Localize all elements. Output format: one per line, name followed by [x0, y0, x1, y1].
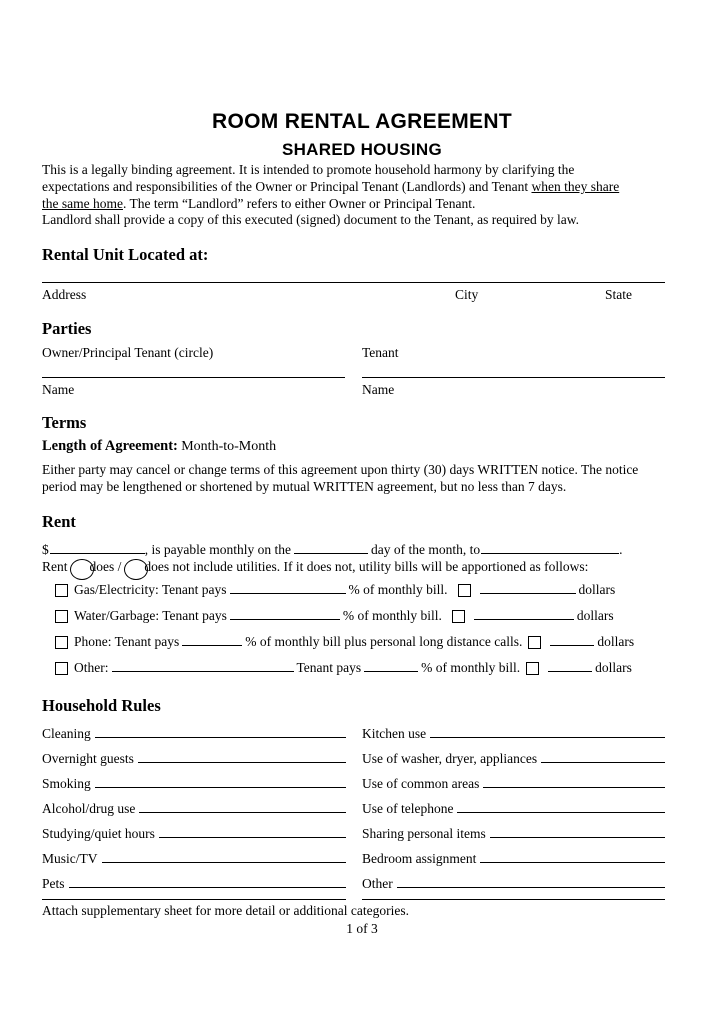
length-of-agreement-row	[42, 438, 276, 455]
rule-row-common-areas: Use of common areas	[362, 776, 665, 790]
gas-percent-blank[interactable]	[230, 591, 346, 594]
tenant-label: Tenant	[362, 345, 399, 360]
studying-quiet-hours-blank[interactable]	[159, 835, 346, 838]
rule-row-overnight-guests: Overnight guests	[42, 751, 346, 765]
other-rule-blank[interactable]	[397, 885, 665, 888]
phone-checkbox[interactable]	[55, 636, 68, 649]
rent-payee-blank[interactable]	[481, 551, 619, 554]
supplementary-note: Attach supplementary sheet for more detail or additional categories.	[42, 903, 409, 918]
other-percent-blank[interactable]	[364, 669, 418, 672]
common-areas-blank[interactable]	[483, 785, 665, 788]
address-blank-line[interactable]	[42, 282, 665, 283]
rule-row-smoking: Smoking	[42, 776, 346, 790]
intro-paragraph	[42, 162, 674, 229]
page-number: 1 of 3	[346, 921, 378, 936]
footer-right-blank-line[interactable]	[362, 899, 665, 900]
water-garbage-checkbox[interactable]	[55, 610, 68, 623]
page-title: ROOM RENTAL AGREEMENT	[212, 110, 512, 133]
water-dollars-checkbox[interactable]	[452, 610, 465, 623]
length-of-agreement-value: Month-to-Month	[181, 439, 277, 454]
gas-dollars-checkbox[interactable]	[458, 584, 471, 597]
owner-name-blank-line[interactable]	[42, 377, 345, 378]
gas-electricity-checkbox[interactable]	[55, 584, 68, 597]
underlined-phrase: when they share	[531, 178, 620, 194]
terms-body: Either party may cancel or change terms of this agreement upon thirty (30) days WRITTEN notice. The notice period may be lengthened or shortened by mutual WRITTEN agreement, but no less than 7 days.	[42, 462, 639, 494]
music-tv-blank[interactable]	[102, 860, 347, 863]
rule-row-other: Other	[362, 876, 665, 890]
intro-line-3: the same home. The term “Landlord” refers to either Owner or Principal Tenant.	[42, 195, 476, 211]
intro-line-4: Landlord shall provide a copy of this executed (signed) document to the Tenant, as required by law.	[42, 212, 580, 228]
household-rules-right-column	[362, 726, 665, 901]
city-label: City	[455, 287, 479, 302]
rent-payable-row: $ , is payable monthly on the day of the month, to .	[42, 542, 623, 557]
water-percent-blank[interactable]	[230, 617, 340, 620]
kitchen-use-blank[interactable]	[430, 735, 665, 738]
other-dollars-blank[interactable]	[548, 669, 592, 672]
sharing-personal-items-blank[interactable]	[490, 835, 665, 838]
other-utility-checkbox[interactable]	[55, 662, 68, 675]
phone-dollars-blank[interactable]	[550, 643, 594, 646]
overnight-guests-blank[interactable]	[138, 760, 346, 763]
underlined-phrase: the same home	[42, 195, 123, 211]
other-description-blank[interactable]	[112, 669, 294, 672]
rule-row-alcohol-drug-use: Alcohol/drug use	[42, 801, 346, 815]
dollar-sign: $	[42, 542, 49, 557]
other-dollars-checkbox[interactable]	[526, 662, 539, 675]
household-rules-heading: Household Rules	[42, 696, 161, 715]
rent-amount-blank[interactable]	[50, 551, 145, 554]
rule-row-cleaning: Cleaning	[42, 726, 346, 740]
rule-row-sharing-personal-items: Sharing personal items	[362, 826, 665, 840]
household-rules-left-column	[42, 726, 346, 901]
rule-row-washer-dryer-appliances: Use of washer, dryer, appliances	[362, 751, 665, 765]
name-labels-row	[42, 382, 665, 398]
cleaning-blank[interactable]	[95, 735, 346, 738]
other-utility-row: Other: Tenant pays % of monthly bill. dollars	[55, 660, 632, 676]
rental-unit-heading: Rental Unit Located at:	[42, 245, 209, 264]
phone-row: Phone: Tenant pays % of monthly bill plus personal long distance calls. dollars	[55, 634, 634, 650]
tenant-name-label: Name	[362, 382, 395, 397]
rent-utilities-row: Rent does / does not include utilities. If it does not, utility bills will be apportioned as follows:	[42, 559, 682, 580]
intro-line-1: This is a legally binding agreement. It is intended to promote household harmony by clarifying the	[42, 162, 575, 177]
rule-row-bedroom-assignment: Bedroom assignment	[362, 851, 665, 865]
alcohol-drug-use-blank[interactable]	[139, 810, 346, 813]
length-of-agreement-label: Length of Agreement:	[42, 438, 178, 454]
phone-dollars-checkbox[interactable]	[528, 636, 541, 649]
washer-dryer-appliances-blank[interactable]	[541, 760, 665, 763]
gas-dollars-blank[interactable]	[480, 591, 576, 594]
rule-row-pets: Pets	[42, 876, 346, 890]
terms-heading: Terms	[42, 413, 87, 432]
address-label: Address	[42, 287, 87, 302]
owner-principal-tenant-label: Owner/Principal Tenant (circle)	[42, 345, 214, 360]
smoking-blank[interactable]	[95, 785, 346, 788]
rule-row-music-tv: Music/TV	[42, 851, 346, 865]
parties-labels-row	[42, 345, 665, 361]
owner-name-label: Name	[42, 382, 75, 397]
telephone-blank[interactable]	[457, 810, 665, 813]
water-dollars-blank[interactable]	[474, 617, 574, 620]
water-garbage-row: Water/Garbage: Tenant pays % of monthly bill. dollars	[55, 608, 614, 624]
gas-electricity-row: Gas/Electricity: Tenant pays % of monthly bill. dollars	[55, 582, 615, 598]
intro-line-2: expectations and responsibilities of the Owner or Principal Tenant (Landlords) and Tenant when they share	[42, 178, 620, 194]
rule-row-kitchen-use: Kitchen use	[362, 726, 665, 740]
state-label: State	[605, 287, 632, 302]
address-labels-row	[42, 287, 665, 303]
rule-row-studying-quiet-hours: Studying/quiet hours	[42, 826, 346, 840]
tenant-name-blank-line[interactable]	[362, 377, 665, 378]
rule-row-telephone: Use of telephone	[362, 801, 665, 815]
bedroom-assignment-blank[interactable]	[480, 860, 665, 863]
page-subtitle: SHARED HOUSING	[281, 140, 443, 159]
rent-day-blank[interactable]	[294, 551, 368, 554]
parties-heading: Parties	[42, 319, 92, 338]
footer-left-blank-line[interactable]	[42, 899, 346, 900]
pets-blank[interactable]	[69, 885, 346, 888]
phone-percent-blank[interactable]	[182, 643, 242, 646]
rent-heading: Rent	[42, 512, 76, 531]
